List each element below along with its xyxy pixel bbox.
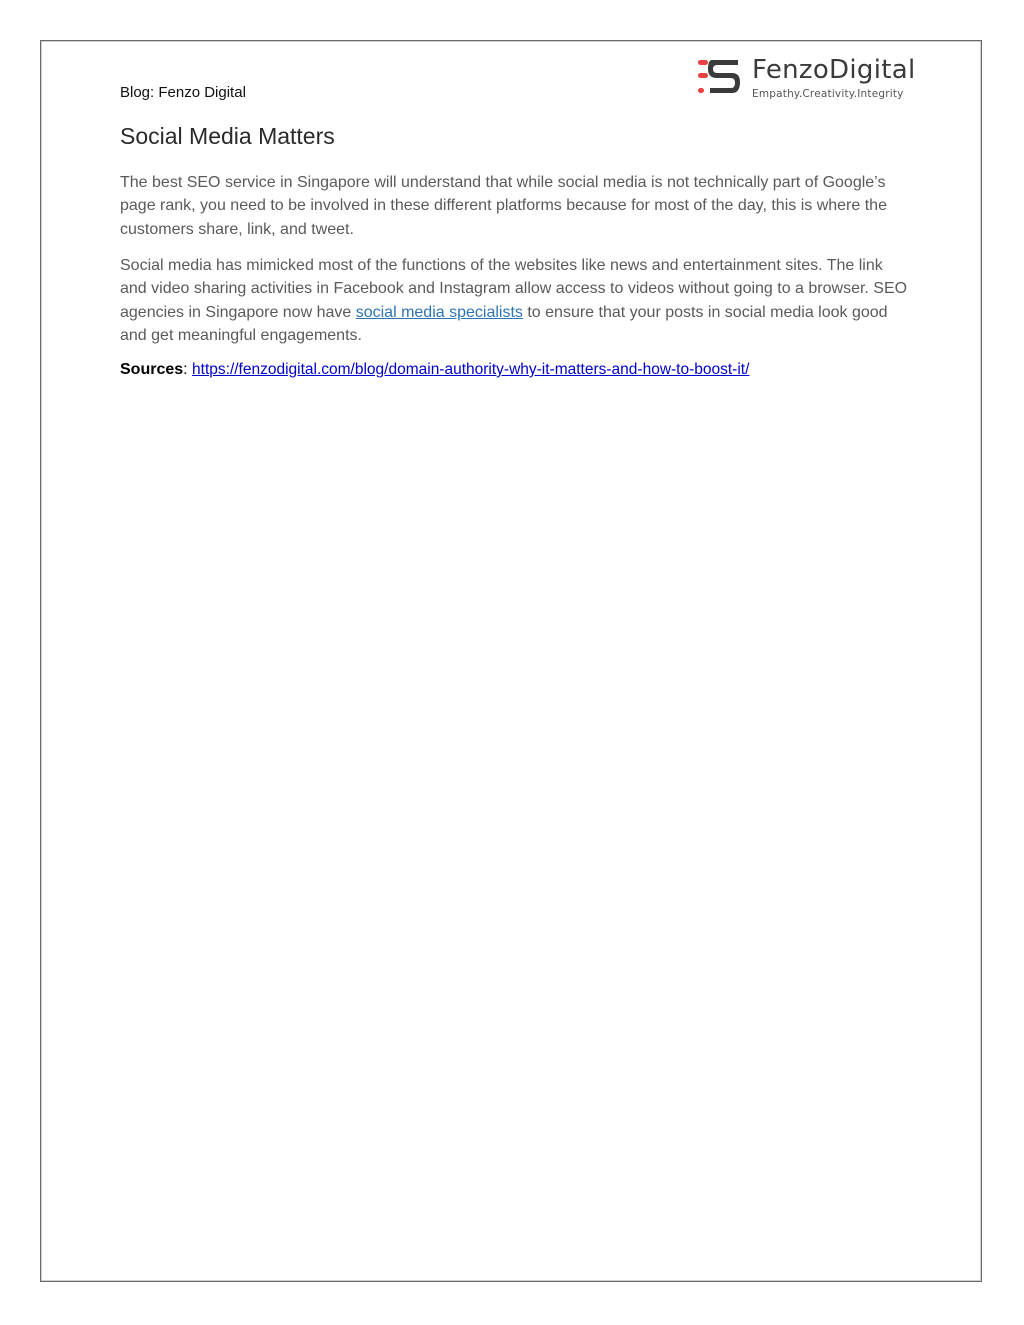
- logo-tagline: Empathy.Creativity.Integrity: [752, 88, 904, 100]
- sources-label: Sources: [120, 361, 184, 378]
- paragraph-2-text-end: to ensure that your posts in social media look good and get meaningful engagements.: [120, 303, 888, 344]
- paragraph-2-text-start: Social media has mimicked most of the functions of the websites like news and entertainment sites. The link and video sharing activities in Facebook and Instagram allow access to videos without going to a browser. SEO agencies in Singapore now have: [120, 257, 908, 321]
- fenzo-logo-icon: [696, 58, 742, 100]
- article-paragraph-2: [120, 254, 910, 347]
- logo-name: FenzoDigital: [752, 55, 916, 85]
- blog-label: Blog: Fenzo Digital: [120, 84, 246, 101]
- sources-separator: :: [183, 361, 193, 378]
- article-title: Social Media Matters: [120, 123, 335, 149]
- article-paragraph-1: The best SEO service in Singapore will understand that while social media is not technically part of Google’s page rank, you need to be involved in these different platforms because for most of the day, this is where the customers share, link, and tweet.: [120, 174, 887, 238]
- social-media-specialists-link[interactable]: social media specialists: [355, 303, 523, 321]
- company-logo[interactable]: [696, 55, 916, 102]
- sources-line: [120, 361, 749, 379]
- sources-link[interactable]: https://fenzodigital.com/blog/domain-authority-why-it-matters-and-how-to-boost-it/: [192, 361, 750, 378]
